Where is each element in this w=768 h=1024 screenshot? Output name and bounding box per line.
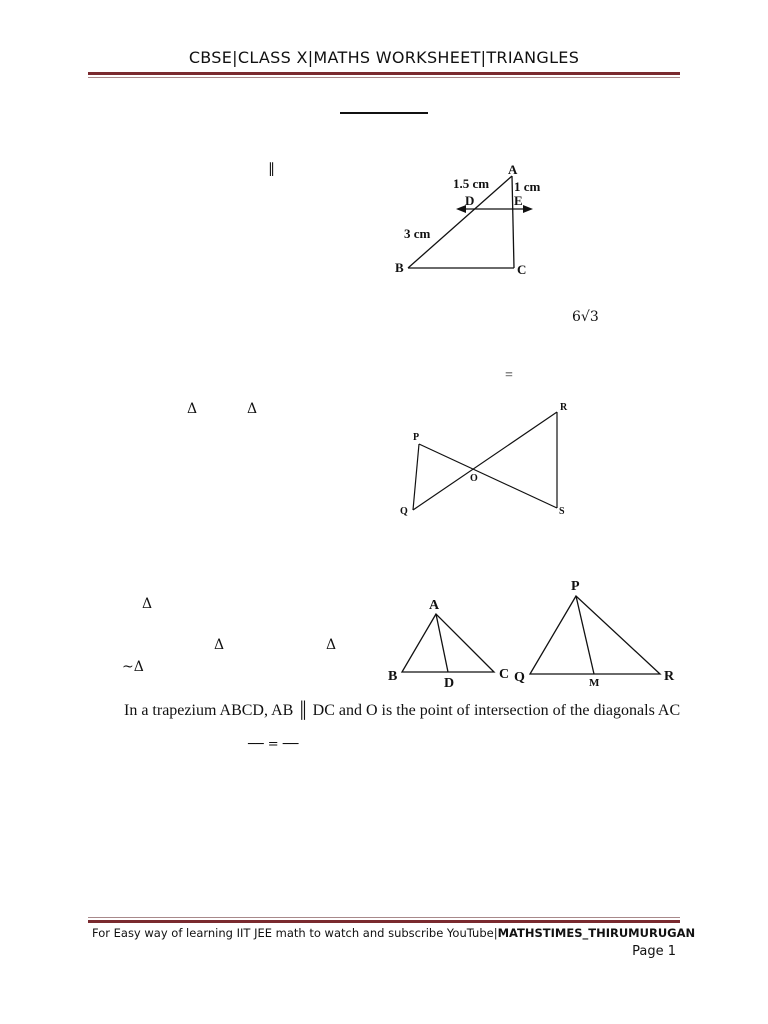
header-rule-thin: [88, 77, 680, 78]
figure-similar-triangles: [384, 574, 684, 694]
label-b: B: [395, 260, 404, 275]
label-d: D: [444, 676, 455, 691]
segment-pq: [413, 444, 419, 510]
label-q: Q: [400, 506, 408, 517]
label-s: S: [559, 506, 565, 517]
footer-text: [92, 926, 695, 940]
similar-delta-symbol: ~Δ: [122, 659, 144, 675]
page-header-title: CBSE|CLASS X|MATHS WORKSHEET|TRIANGLES: [188, 48, 580, 67]
label-a: A: [429, 598, 440, 613]
arrow-right: [523, 205, 533, 213]
delta-symbol-5: Δ: [326, 637, 337, 653]
median-pm: [576, 596, 594, 674]
delta-symbol-4: Δ: [214, 637, 225, 653]
six-root-three: 6√3: [572, 309, 599, 325]
label-ae-length: 1 cm: [514, 179, 541, 194]
label-e: E: [514, 193, 523, 208]
header-rule: [88, 72, 680, 75]
label-p: P: [571, 579, 580, 594]
fraction-equation: ── = ──: [248, 737, 299, 752]
label-a: A: [508, 162, 518, 177]
delta-symbol-1: Δ: [187, 401, 198, 417]
equals-symbol: =: [505, 368, 513, 383]
footer-channel[interactable]: MATHSTIMES_THIRUMURUGAN: [497, 926, 696, 940]
median-ad: [436, 614, 448, 672]
figure-triangle-abc-de: [390, 160, 550, 285]
label-r: R: [560, 402, 568, 413]
label-p: P: [413, 432, 420, 443]
segment-qr: [413, 412, 557, 510]
parallel-symbol: ∥: [268, 162, 275, 177]
label-c: C: [517, 262, 527, 277]
footer-promo: For Easy way of learning IIT JEE math to watch and subscribe YouTube|: [92, 926, 498, 940]
label-m: M: [589, 677, 600, 689]
footer-rule: [88, 920, 680, 923]
triangle-pqr: [530, 596, 660, 674]
label-q: Q: [514, 670, 525, 685]
footer-rule-thin: [88, 917, 680, 918]
delta-symbol-2: Δ: [247, 401, 258, 417]
label-d: D: [465, 193, 475, 208]
page-number: Page 1: [632, 944, 676, 959]
triangle-abc: [402, 614, 494, 672]
label-b: B: [388, 669, 398, 684]
figure-bowtie-pqrs: [395, 400, 585, 525]
label-ad-length: 1.5 cm: [453, 176, 490, 191]
label-c: C: [499, 667, 510, 682]
question-trapezium: In a trapezium ABCD, AB ║ DC and O is the point of intersection of the diagonals AC: [124, 702, 681, 719]
label-r: R: [664, 669, 675, 684]
segment-ps: [419, 444, 557, 508]
section-underline: [340, 112, 428, 114]
label-db-length: 3 cm: [404, 226, 431, 241]
delta-symbol-3: Δ: [142, 596, 153, 612]
label-o: O: [470, 473, 478, 484]
